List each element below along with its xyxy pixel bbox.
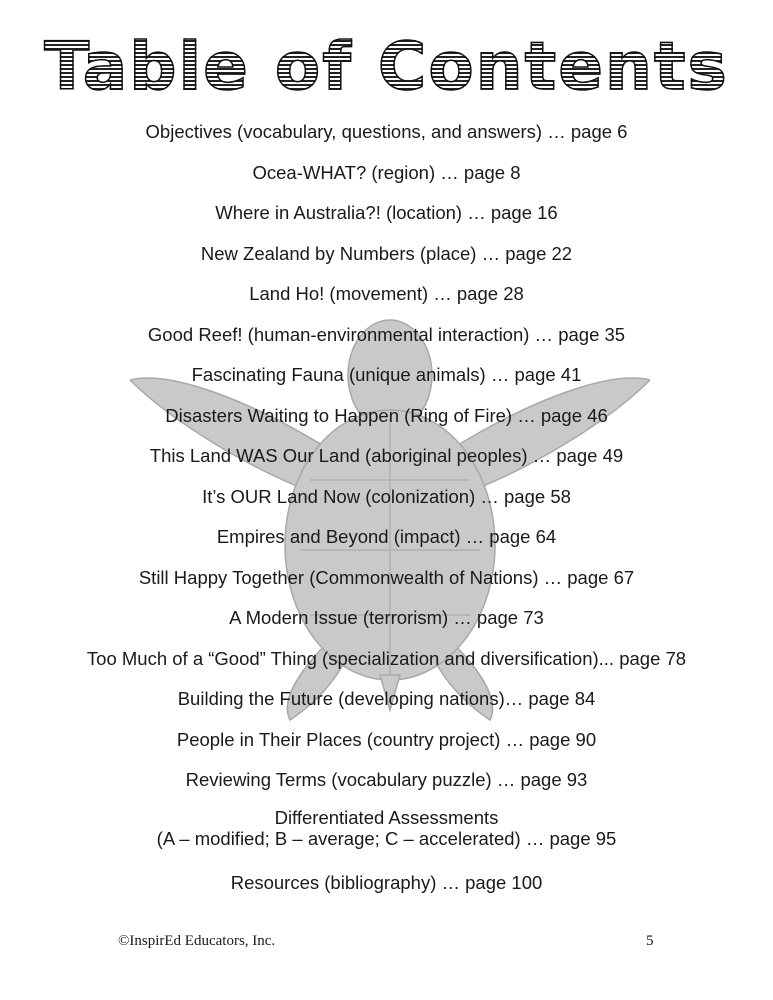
toc-entry[interactable]: Disasters Waiting to Happen (Ring of Fire) … page 46 — [165, 404, 608, 426]
toc-entry[interactable]: Building the Future (developing nations)… page 84 — [177, 688, 596, 709]
assessments-title: Differentiated Assessments — [274, 806, 499, 828]
assessments-detail: (A – modified; B – average; C – accelerated) … page 95 — [156, 827, 617, 849]
copyright: ©InspirEd Educators, Inc. — [118, 933, 276, 949]
toc-entry[interactable]: Still Happy Together (Commonwealth of Nations) … page 67 — [138, 566, 635, 588]
toc-entry[interactable]: It’s OUR Land Now (colonization) … page 58 — [202, 485, 571, 507]
toc-entry[interactable]: Objectives (vocabulary, questions, and answers) … page 6 — [145, 121, 628, 142]
toc-entry[interactable]: Land Ho! (movement) … page 28 — [249, 283, 524, 304]
toc-entry[interactable]: Resources (bibliography) … page 100 — [230, 871, 543, 893]
toc-entry[interactable]: Empires and Beyond (impact) … page 64 — [216, 526, 557, 547]
toc-entry-assessments[interactable] — [0, 807, 773, 869]
page-number: 5 — [646, 933, 654, 949]
toc-entry[interactable]: Ocea-WHAT? (region) … page 8 — [252, 161, 521, 183]
toc-entry[interactable]: New Zealand by Numbers (place) … page 22 — [200, 242, 573, 264]
toc-entry[interactable]: This Land WAS Our Land (aboriginal peoples) … page 49 — [149, 445, 624, 466]
toc-entry[interactable]: Too Much of a “Good” Thing (specialization and diversification)... page 78 — [86, 647, 687, 669]
toc-entry[interactable]: Where in Australia?! (location) … page 16 — [215, 202, 558, 223]
toc-entry[interactable]: A Modern Issue (terrorism) … page 73 — [229, 607, 544, 628]
page-title: Table of Contents — [0, 28, 773, 105]
toc-entry[interactable]: Reviewing Terms (vocabulary puzzle) … page 93 — [185, 769, 588, 790]
toc-entry[interactable]: People in Their Places (country project) … page 90 — [176, 728, 597, 750]
table-of-contents — [0, 118, 773, 909]
toc-entry[interactable]: Fascinating Fauna (unique animals) … page 41 — [191, 364, 582, 385]
toc-entry[interactable]: Good Reef! (human-environmental interaction) … page 35 — [147, 323, 626, 345]
